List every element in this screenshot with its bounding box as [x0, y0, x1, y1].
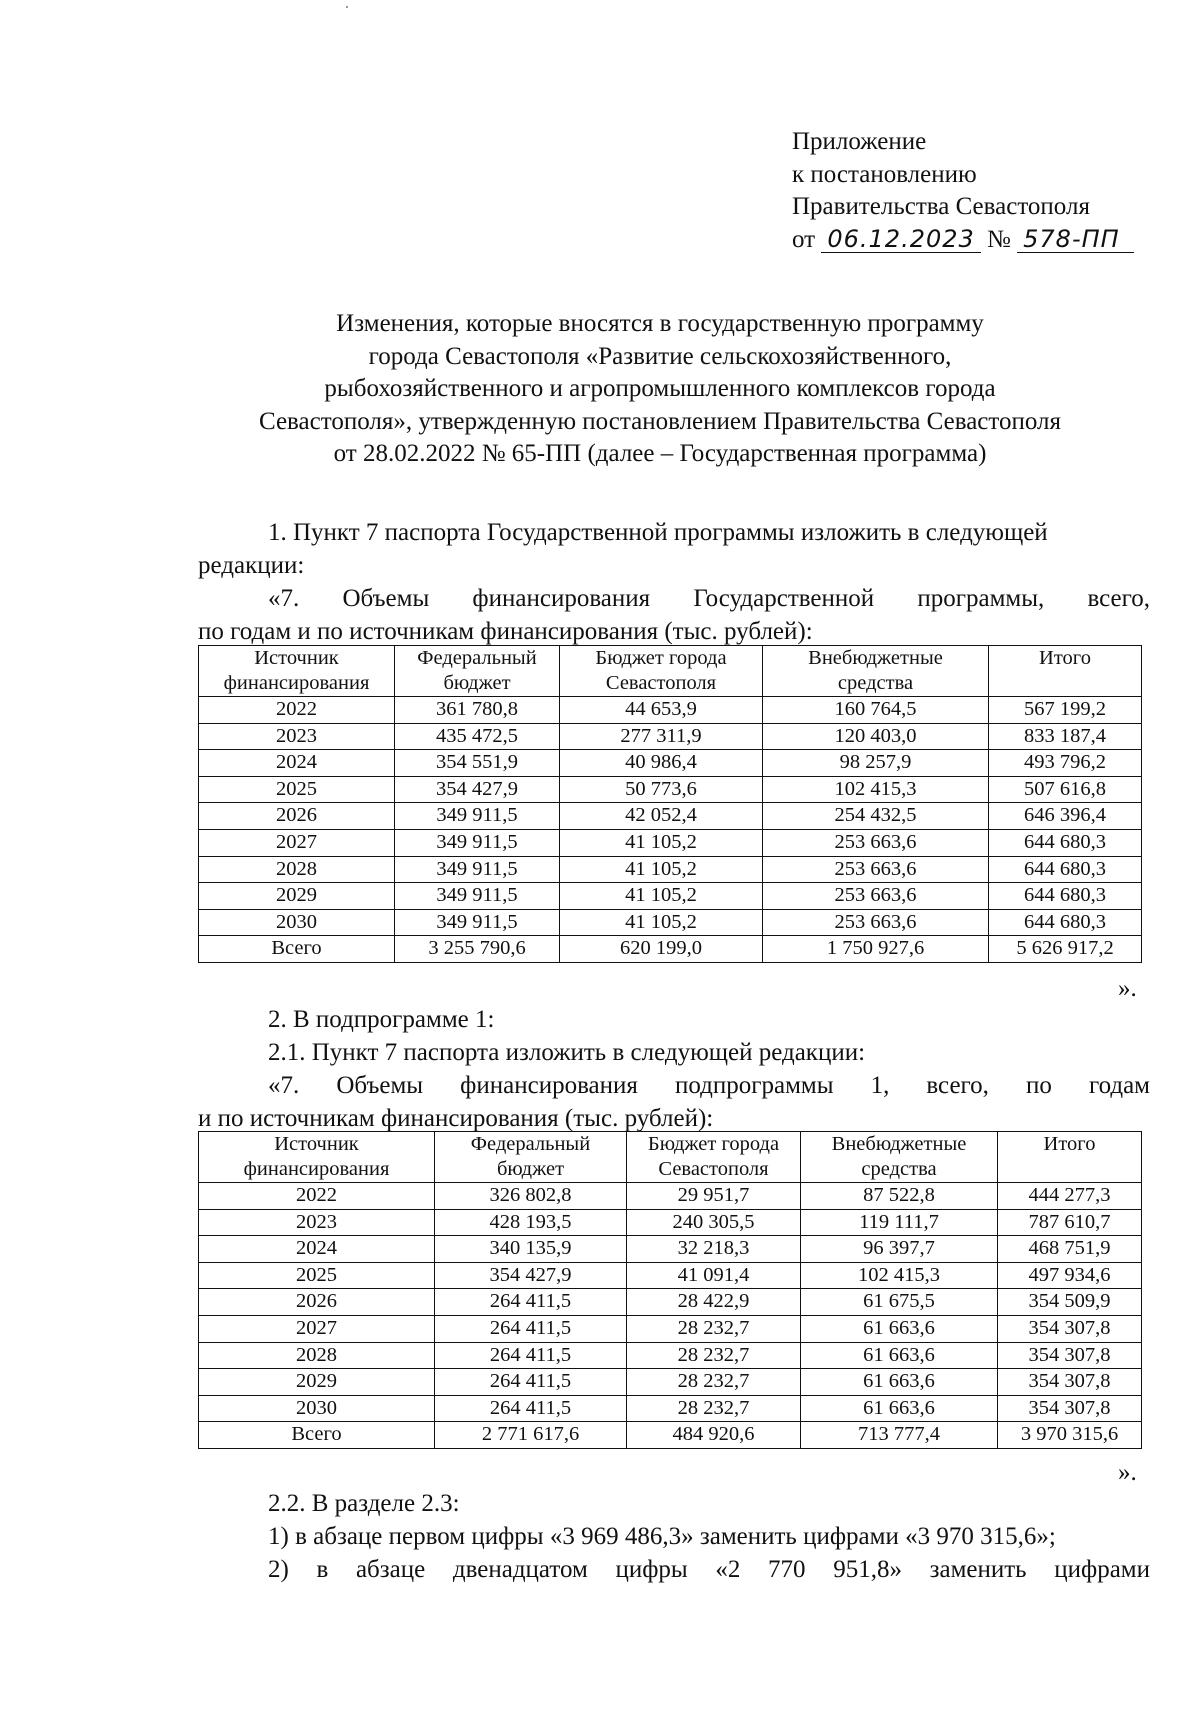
row-label-cell: 2028: [199, 1342, 435, 1369]
table-row: [199, 750, 1142, 777]
header-source: [199, 1132, 435, 1183]
appendix-line: Приложение: [792, 128, 927, 155]
header-text: Источник: [254, 647, 339, 669]
value-cell: 354 551,9: [395, 750, 560, 777]
value-cell: 620 199,0: [560, 936, 763, 963]
table-row: [199, 829, 1142, 856]
header-federal: [395, 646, 560, 697]
value-cell: 644 680,3: [989, 856, 1142, 883]
table-row: [199, 1315, 1142, 1342]
paragraph-line: «7. Объемы финансирования подпрограммы 1, всего, по годам: [268, 1072, 1150, 1099]
value-cell: 42 052,4: [560, 803, 763, 830]
section-2: [198, 1003, 1150, 1135]
paragraph-line: 2.1. Пункт 7 паспорта изложить в следующей редакции:: [268, 1039, 866, 1066]
value-cell: 96 397,7: [801, 1236, 998, 1263]
value-cell: 713 777,4: [801, 1422, 998, 1449]
value-cell: 646 396,4: [989, 803, 1142, 830]
table-row: [199, 697, 1142, 724]
value-cell: 354 427,9: [435, 1262, 627, 1289]
header-extra: [763, 646, 989, 697]
table-row: [199, 1209, 1142, 1236]
row-label-cell: 2022: [199, 697, 395, 724]
paragraph-line: по годам и по источникам финансирования (тыс. рублей):: [198, 618, 813, 645]
value-cell: 428 193,5: [435, 1209, 627, 1236]
closing-quote: ».: [1118, 975, 1137, 1002]
header-total: [998, 1132, 1142, 1183]
table-row: [199, 803, 1142, 830]
value-cell: 3 255 790,6: [395, 936, 560, 963]
value-cell: 567 199,2: [989, 697, 1142, 724]
title-line: рыбохозяйственного и агропромышленного комплексов города: [324, 375, 996, 402]
row-label-cell: 2025: [199, 1262, 435, 1289]
row-label-cell: 2027: [199, 829, 395, 856]
value-cell: 354 427,9: [395, 776, 560, 803]
header-text: Федеральный: [470, 1133, 591, 1155]
value-cell: 41 105,2: [560, 856, 763, 883]
header-text: бюджет: [443, 671, 511, 694]
value-cell: 61 675,5: [801, 1289, 998, 1316]
value-cell: 253 663,6: [763, 909, 989, 936]
value-cell: 340 135,9: [435, 1236, 627, 1263]
value-cell: 354 307,8: [998, 1395, 1142, 1422]
value-cell: 435 472,5: [395, 723, 560, 750]
value-cell: 61 663,6: [801, 1395, 998, 1422]
row-label-cell: 2026: [199, 803, 395, 830]
header-total: [989, 646, 1142, 697]
table-row: [199, 1395, 1142, 1422]
row-label-cell: 2024: [199, 1236, 435, 1263]
value-cell: 349 911,5: [395, 909, 560, 936]
header-text: средства: [861, 1157, 937, 1180]
table-header-row: [199, 646, 1142, 697]
value-cell: 354 307,8: [998, 1342, 1142, 1369]
row-label-cell: 2026: [199, 1289, 435, 1316]
value-cell: 264 411,5: [435, 1315, 627, 1342]
row-label-cell: 2029: [199, 1369, 435, 1396]
value-cell: 98 257,9: [763, 750, 989, 777]
row-label-cell: 2027: [199, 1315, 435, 1342]
value-cell: 277 311,9: [560, 723, 763, 750]
value-cell: 326 802,8: [435, 1183, 627, 1210]
table-header-row: [199, 1132, 1142, 1183]
value-cell: 644 680,3: [989, 909, 1142, 936]
paragraph-line: 1. Пункт 7 паспорта Государственной программы изложить в следующей: [268, 519, 1048, 546]
value-cell: 28 232,7: [627, 1369, 801, 1396]
table-row: [199, 776, 1142, 803]
financing-table-program: [198, 645, 1142, 963]
section-2-2: [198, 1487, 1150, 1586]
value-cell: 28 232,7: [627, 1342, 801, 1369]
row-label-cell: 2023: [199, 723, 395, 750]
header-city: [627, 1132, 801, 1183]
paragraph-line: 2.2. В разделе 2.3:: [268, 1490, 460, 1517]
value-cell: 349 911,5: [395, 803, 560, 830]
header-text: Бюджет города: [595, 647, 727, 669]
value-cell: 2 771 617,6: [435, 1422, 627, 1449]
handwritten-number: 578-ПП: [1017, 226, 1134, 253]
value-cell: 444 277,3: [998, 1183, 1142, 1210]
value-cell: 29 951,7: [627, 1183, 801, 1210]
value-cell: 644 680,3: [989, 829, 1142, 856]
value-cell: 41 105,2: [560, 909, 763, 936]
row-label-cell: Всего: [199, 936, 395, 963]
value-cell: 87 522,8: [801, 1183, 998, 1210]
value-cell: 254 432,5: [763, 803, 989, 830]
row-label-cell: 2022: [199, 1183, 435, 1210]
header-text: Итого: [1043, 1133, 1096, 1155]
value-cell: 468 751,9: [998, 1236, 1142, 1263]
value-cell: 349 911,5: [395, 829, 560, 856]
value-cell: 119 111,7: [801, 1209, 998, 1236]
value-cell: 507 616,8: [989, 776, 1142, 803]
value-cell: 102 415,3: [763, 776, 989, 803]
row-label-cell: 2023: [199, 1209, 435, 1236]
value-cell: 44 653,9: [560, 697, 763, 724]
row-label-cell: 2028: [199, 856, 395, 883]
paragraph-line: редакции:: [198, 552, 305, 579]
value-cell: 264 411,5: [435, 1289, 627, 1316]
value-cell: 787 610,7: [998, 1209, 1142, 1236]
row-label-cell: 2030: [199, 1395, 435, 1422]
value-cell: 349 911,5: [395, 883, 560, 910]
date-prefix: от: [792, 225, 816, 253]
table-row: [199, 883, 1142, 910]
paragraph-line: 1) в абзаце первом цифры «3 969 486,3» заменить цифрами «3 970 315,6»;: [268, 1523, 1056, 1550]
value-cell: 253 663,6: [763, 883, 989, 910]
value-cell: 41 105,2: [560, 883, 763, 910]
closing-quote: ».: [1118, 1459, 1137, 1486]
table-row: [199, 1289, 1142, 1316]
value-cell: 5 626 917,2: [989, 936, 1142, 963]
value-cell: 40 986,4: [560, 750, 763, 777]
appendix-line: к постановлению: [792, 160, 977, 188]
header-city: [560, 646, 763, 697]
scan-speck: [346, 6, 348, 8]
value-cell: 354 307,8: [998, 1369, 1142, 1396]
value-cell: 264 411,5: [435, 1369, 627, 1396]
value-cell: 28 422,9: [627, 1289, 801, 1316]
handwritten-date: 06.12.2023: [821, 226, 980, 253]
table-row: [199, 1369, 1142, 1396]
value-cell: 484 920,6: [627, 1422, 801, 1449]
row-label-cell: 2024: [199, 750, 395, 777]
value-cell: 354 307,8: [998, 1315, 1142, 1342]
table-row: [199, 936, 1142, 963]
value-cell: 61 663,6: [801, 1369, 998, 1396]
table-row: [199, 1262, 1142, 1289]
value-cell: 32 218,3: [627, 1236, 801, 1263]
row-label-cell: 2030: [199, 909, 395, 936]
paragraph-line: «7. Объемы финансирования Государственной программы, всего,: [268, 585, 1150, 612]
value-cell: 102 415,3: [801, 1262, 998, 1289]
value-cell: 361 780,8: [395, 697, 560, 724]
value-cell: 41 105,2: [560, 829, 763, 856]
value-cell: 493 796,2: [989, 750, 1142, 777]
row-label-cell: 2029: [199, 883, 395, 910]
header-text: средства: [837, 671, 914, 694]
header-text: Федеральный: [417, 647, 537, 669]
table-body: [199, 1183, 1142, 1449]
header-text: Внебюджетные: [808, 647, 943, 669]
value-cell: 28 232,7: [627, 1395, 801, 1422]
title-line: Севастополя», утвержденную постановлением Правительства Севастополя: [258, 407, 1062, 435]
table-row: [199, 1422, 1142, 1449]
row-label-cell: 2025: [199, 776, 395, 803]
value-cell: 61 663,6: [801, 1342, 998, 1369]
table-row: [199, 1342, 1142, 1369]
value-cell: 50 773,6: [560, 776, 763, 803]
appendix-date-line: [792, 224, 1134, 257]
number-prefix: №: [987, 225, 1011, 253]
title-line: города Севастополя «Развитие сельскохозяйственного,: [368, 342, 952, 370]
value-cell: 41 091,4: [627, 1262, 801, 1289]
header-text: Внебюджетные: [831, 1133, 967, 1155]
title-line: от 28.02.2022 № 65-ПП (далее – Государственная программа): [333, 440, 987, 467]
value-cell: 160 764,5: [763, 697, 989, 724]
table-row: [199, 909, 1142, 936]
paragraph-line: 2) в абзаце двенадцатом цифры «2 770 951,8» заменить цифрами: [268, 1556, 1150, 1583]
table-row: [199, 1183, 1142, 1210]
header-source: [199, 646, 395, 697]
table-body: [199, 697, 1142, 963]
row-label-cell: Всего: [199, 1422, 435, 1449]
value-cell: 120 403,0: [763, 723, 989, 750]
value-cell: 833 187,4: [989, 723, 1142, 750]
title-line: Изменения, которые вносятся в государственную программу: [336, 310, 984, 337]
value-cell: 264 411,5: [435, 1342, 627, 1369]
value-cell: 3 970 315,6: [998, 1422, 1142, 1449]
appendix-line: Правительства Севастополя: [792, 193, 1090, 220]
value-cell: 61 663,6: [801, 1315, 998, 1342]
header-text: Источник: [274, 1133, 359, 1155]
header-text: финансирования: [243, 1157, 390, 1180]
table-row: [199, 723, 1142, 750]
value-cell: 1 750 927,6: [763, 936, 989, 963]
value-cell: 349 911,5: [395, 856, 560, 883]
value-cell: 253 663,6: [763, 829, 989, 856]
financing-table-subprogram-1: [198, 1131, 1142, 1449]
header-federal: [435, 1132, 627, 1183]
paragraph-line: 2. В подпрограмме 1:: [268, 1006, 495, 1033]
table-row: [199, 1236, 1142, 1263]
value-cell: 240 305,5: [627, 1209, 801, 1236]
value-cell: 497 934,6: [998, 1262, 1142, 1289]
header-text: Севастополя: [605, 671, 717, 694]
header-extra: [801, 1132, 998, 1183]
value-cell: 264 411,5: [435, 1395, 627, 1422]
header-text: Бюджет города: [647, 1133, 780, 1155]
header-text: Севастополя: [658, 1157, 769, 1180]
value-cell: 354 509,9: [998, 1289, 1142, 1316]
value-cell: 28 232,7: [627, 1315, 801, 1342]
table-row: [199, 856, 1142, 883]
appendix-block: [792, 126, 1134, 256]
section-1: [198, 516, 1150, 648]
value-cell: 253 663,6: [763, 856, 989, 883]
header-text: Итого: [1039, 647, 1091, 669]
header-text: бюджет: [496, 1157, 565, 1180]
paragraph-line: и по источникам финансирования (тыс. рублей):: [198, 1105, 714, 1132]
header-text: финансирования: [223, 671, 370, 694]
value-cell: 644 680,3: [989, 883, 1142, 910]
document-title: [180, 308, 1140, 471]
